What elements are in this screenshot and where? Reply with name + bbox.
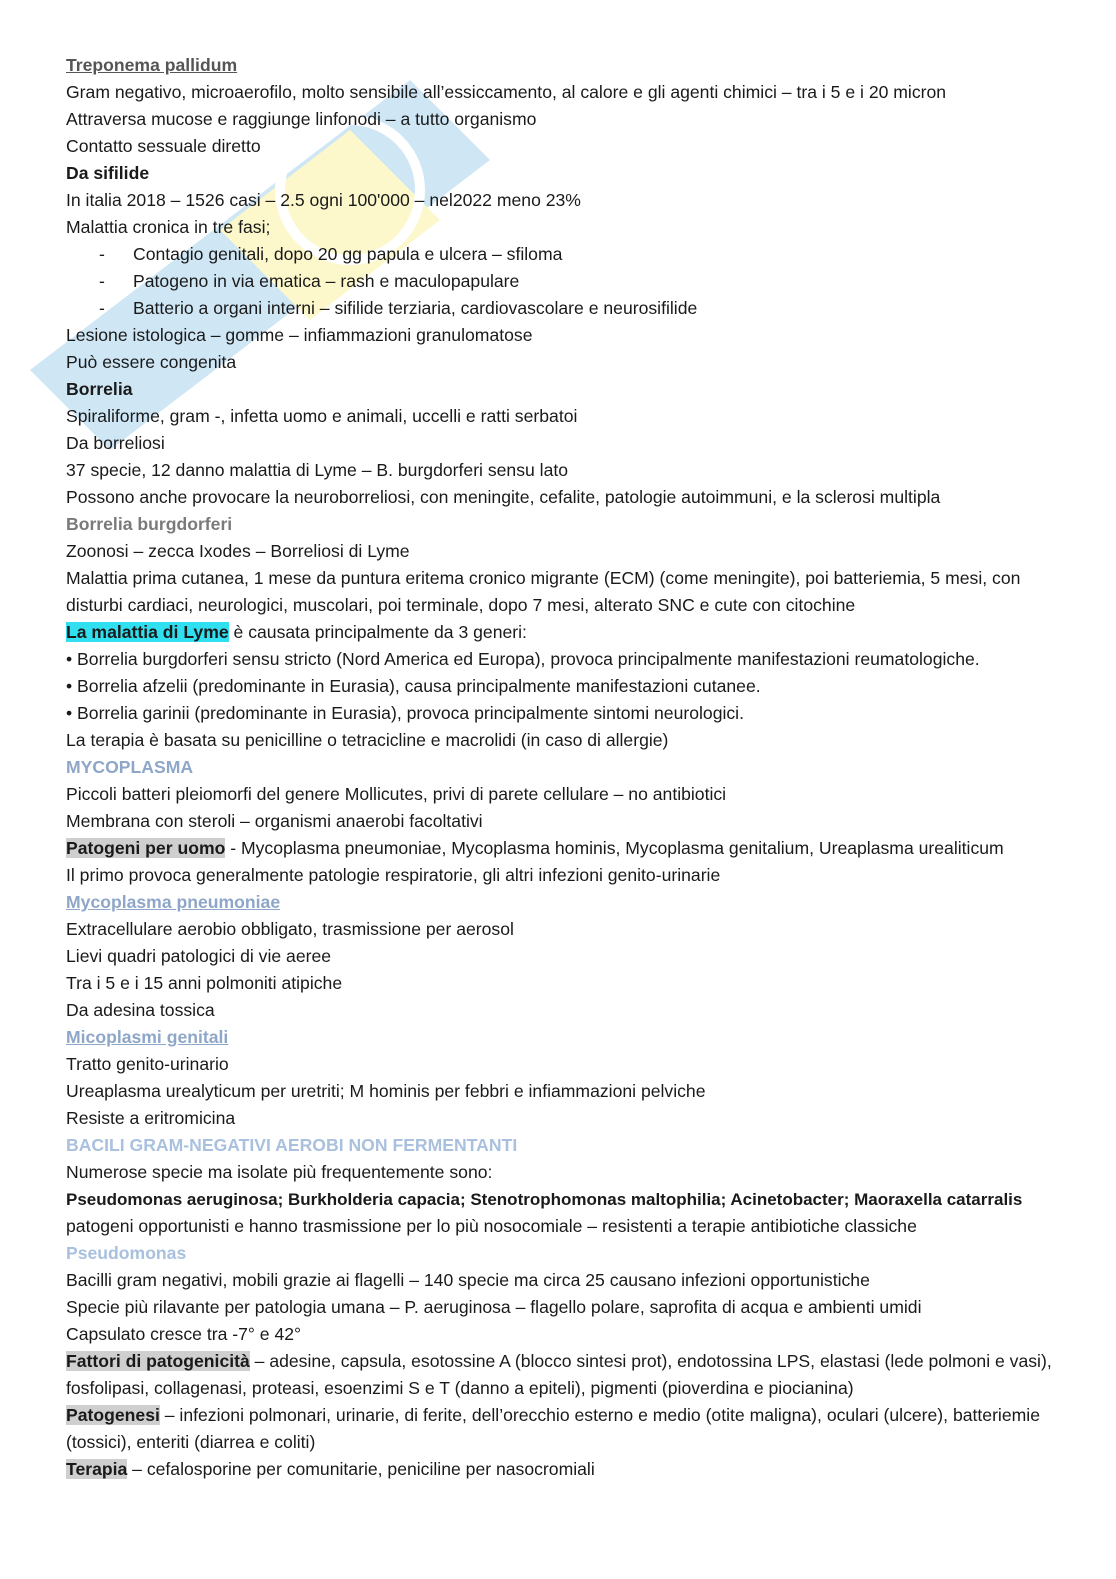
borrelia-burgdorferi-subheading: Borrelia burgdorferi	[66, 514, 233, 534]
text-line: Lesione istologica – gomme – infiammazioni granulomatose	[66, 325, 533, 345]
text-line: Membrana con steroli – organismi anaerobi facoltativi	[66, 811, 483, 831]
terapia-highlight: Terapia	[66, 1459, 128, 1479]
text-line: Lievi quadri patologici di vie aeree	[66, 946, 332, 966]
bacilli-heading: BACILI GRAM-NEGATIVI AEROBI NON FERMENTANTI	[66, 1135, 518, 1155]
bullet-item: • Borrelia afzelii (predominante in Eurasia), causa principalmente manifestazioni cutanee.	[66, 676, 761, 696]
text-line: Numerose specie ma isolate più frequentemente sono:	[66, 1162, 493, 1182]
bullet-item: • Borrelia burgdorferi sensu stricto (Nord America ed Europa), provoca principalmente manifestazioni reumatologiche.	[66, 649, 980, 669]
text-line: patogeni opportunisti e hanno trasmissione per lo più nosocomiale – resistenti a terapie antibiotiche classiche	[66, 1216, 917, 1236]
text-line: Gram negativo, microaerofilo, molto sensibile all’essiccamento, al calore e gli agenti chimici – tra i 5 e i 20 micron	[66, 82, 947, 102]
species-list: Pseudomonas aeruginosa; Burkholderia capacia; Stenotrophomonas maltophilia; Acinetobacter; Maoraxella catarralis	[66, 1190, 1023, 1209]
text-line: Da borreliosi	[66, 433, 165, 453]
mycoplasma-heading: MYCOPLASMA	[66, 757, 194, 777]
text-line: In italia 2018 – 1526 casi – 2.5 ogni 100'000 – nel2022 meno 23%	[66, 190, 581, 210]
text-line: 37 specie, 12 danno malattia di Lyme – B. burgdorferi sensu lato	[66, 460, 569, 480]
list-item: - Contagio genitali, dopo 20 gg papula e ulcera – sfiloma	[99, 244, 563, 264]
text-line: Patogeni per uomo - Mycoplasma pneumoniae, Mycoplasma hominis, Mycoplasma genitalium, Ureaplasma urealiticum	[66, 838, 1004, 858]
treponema-heading: Treponema pallidum	[66, 55, 238, 75]
patogenesi-highlight: Patogenesi	[66, 1405, 160, 1425]
text-line: Capsulato cresce tra -7° e 42°	[66, 1324, 302, 1344]
text-line: Può essere congenita	[66, 352, 237, 372]
text-line: Possono anche provocare la neuroborreliosi, con meningite, cefalite, patologie autoimmuni, e la sclerosi multipla	[66, 487, 941, 507]
mycoplasma-pneumoniae-subheading: Mycoplasma pneumoniae	[66, 892, 281, 912]
text-line: Piccoli batteri pleiomorfi del genere Mollicutes, privi di parete cellulare – no antibiotici	[66, 784, 727, 804]
text-paragraph: Patogenesi – infezioni polmonari, urinarie, di ferite, dell’orecchio esterno e medio (otite maligna), oculari (ulcere), batteriemie (tossici), enteriti (diarrea e coliti)	[66, 1405, 1040, 1452]
text-line: La malattia di Lyme è causata principalmente da 3 generi:	[66, 622, 527, 642]
text-line: Zoonosi – zecca Ixodes – Borreliosi di Lyme	[66, 541, 410, 561]
lyme-highlight: La malattia di Lyme	[66, 622, 229, 642]
document-page	[66, 52, 1076, 1483]
list-item: - Patogeno in via ematica – rash e maculopapulare	[99, 271, 520, 291]
text-paragraph: Fattori di patogenicità – adesine, capsula, esotossine A (blocco sintesi prot), endotossina LPS, elastasi (lede polmoni e vasi), fosfolipasi, collagenasi, proteasi, esoenzimi S e T (danno a epiteli), pigmenti (pioverdina e piocianina)	[66, 1351, 1052, 1398]
text-line: Resiste a eritromicina	[66, 1108, 236, 1128]
borrelia-heading: Borrelia	[66, 379, 133, 399]
text-line: Contatto sessuale diretto	[66, 136, 261, 156]
bullet-item: • Borrelia garinii (predominante in Eurasia), provoca principalmente sintomi neurologici.	[66, 703, 744, 723]
text-line: Tra i 5 e i 15 anni polmoniti atipiche	[66, 973, 343, 993]
list-item: - Batterio a organi interni – sifilide terziaria, cardiovascolare e neurosifilide	[99, 298, 698, 318]
pseudomonas-subheading: Pseudomonas	[66, 1243, 187, 1263]
text-line: Terapia – cefalosporine per comunitarie, peniciline per nasocromiali	[66, 1459, 595, 1479]
text-line: Extracellulare aerobio obbligato, trasmissione per aerosol	[66, 919, 514, 939]
text-line: Attraversa mucose e raggiunge linfonodi – a tutto organismo	[66, 109, 537, 129]
text-paragraph: Malattia prima cutanea, 1 mese da puntura eritema cronico migrante (ECM) (come meningite), poi batteriemia, 5 mesi, con disturbi cardiaci, neurologici, muscolari, poi terminale, dopo 7 mesi, alterato SNC e cute con citochine	[66, 568, 1021, 615]
patogeni-highlight: Patogeni per uomo	[66, 838, 226, 858]
fattori-highlight: Fattori di patogenicità	[66, 1351, 250, 1371]
text-line: Spiraliforme, gram -, infetta uomo e animali, uccelli e ratti serbatoi	[66, 406, 578, 426]
text-line: La terapia è basata su penicilline o tetracicline e macrolidi (in caso di allergie)	[66, 730, 669, 750]
text-line: Ureaplasma urealyticum per uretriti; M hominis per febbri e infiammazioni pelviche	[66, 1081, 706, 1101]
text-line: Malattia cronica in tre fasi;	[66, 217, 271, 237]
sifilide-subheading: Da sifilide	[66, 163, 150, 183]
text-line: Bacilli gram negativi, mobili grazie ai flagelli – 140 specie ma circa 25 causano infezioni opportunistiche	[66, 1270, 870, 1290]
micoplasmi-genitali-subheading: Micoplasmi genitali	[66, 1027, 229, 1047]
text-line: Da adesina tossica	[66, 1000, 215, 1020]
text-line: Specie più rilavante per patologia umana – P. aeruginosa – flagello polare, saprofita di acqua e ambienti umidi	[66, 1297, 922, 1317]
text-line: Il primo provoca generalmente patologie respiratorie, gli altri infezioni genito-urinarie	[66, 865, 721, 885]
text-line: Tratto genito-urinario	[66, 1054, 229, 1074]
